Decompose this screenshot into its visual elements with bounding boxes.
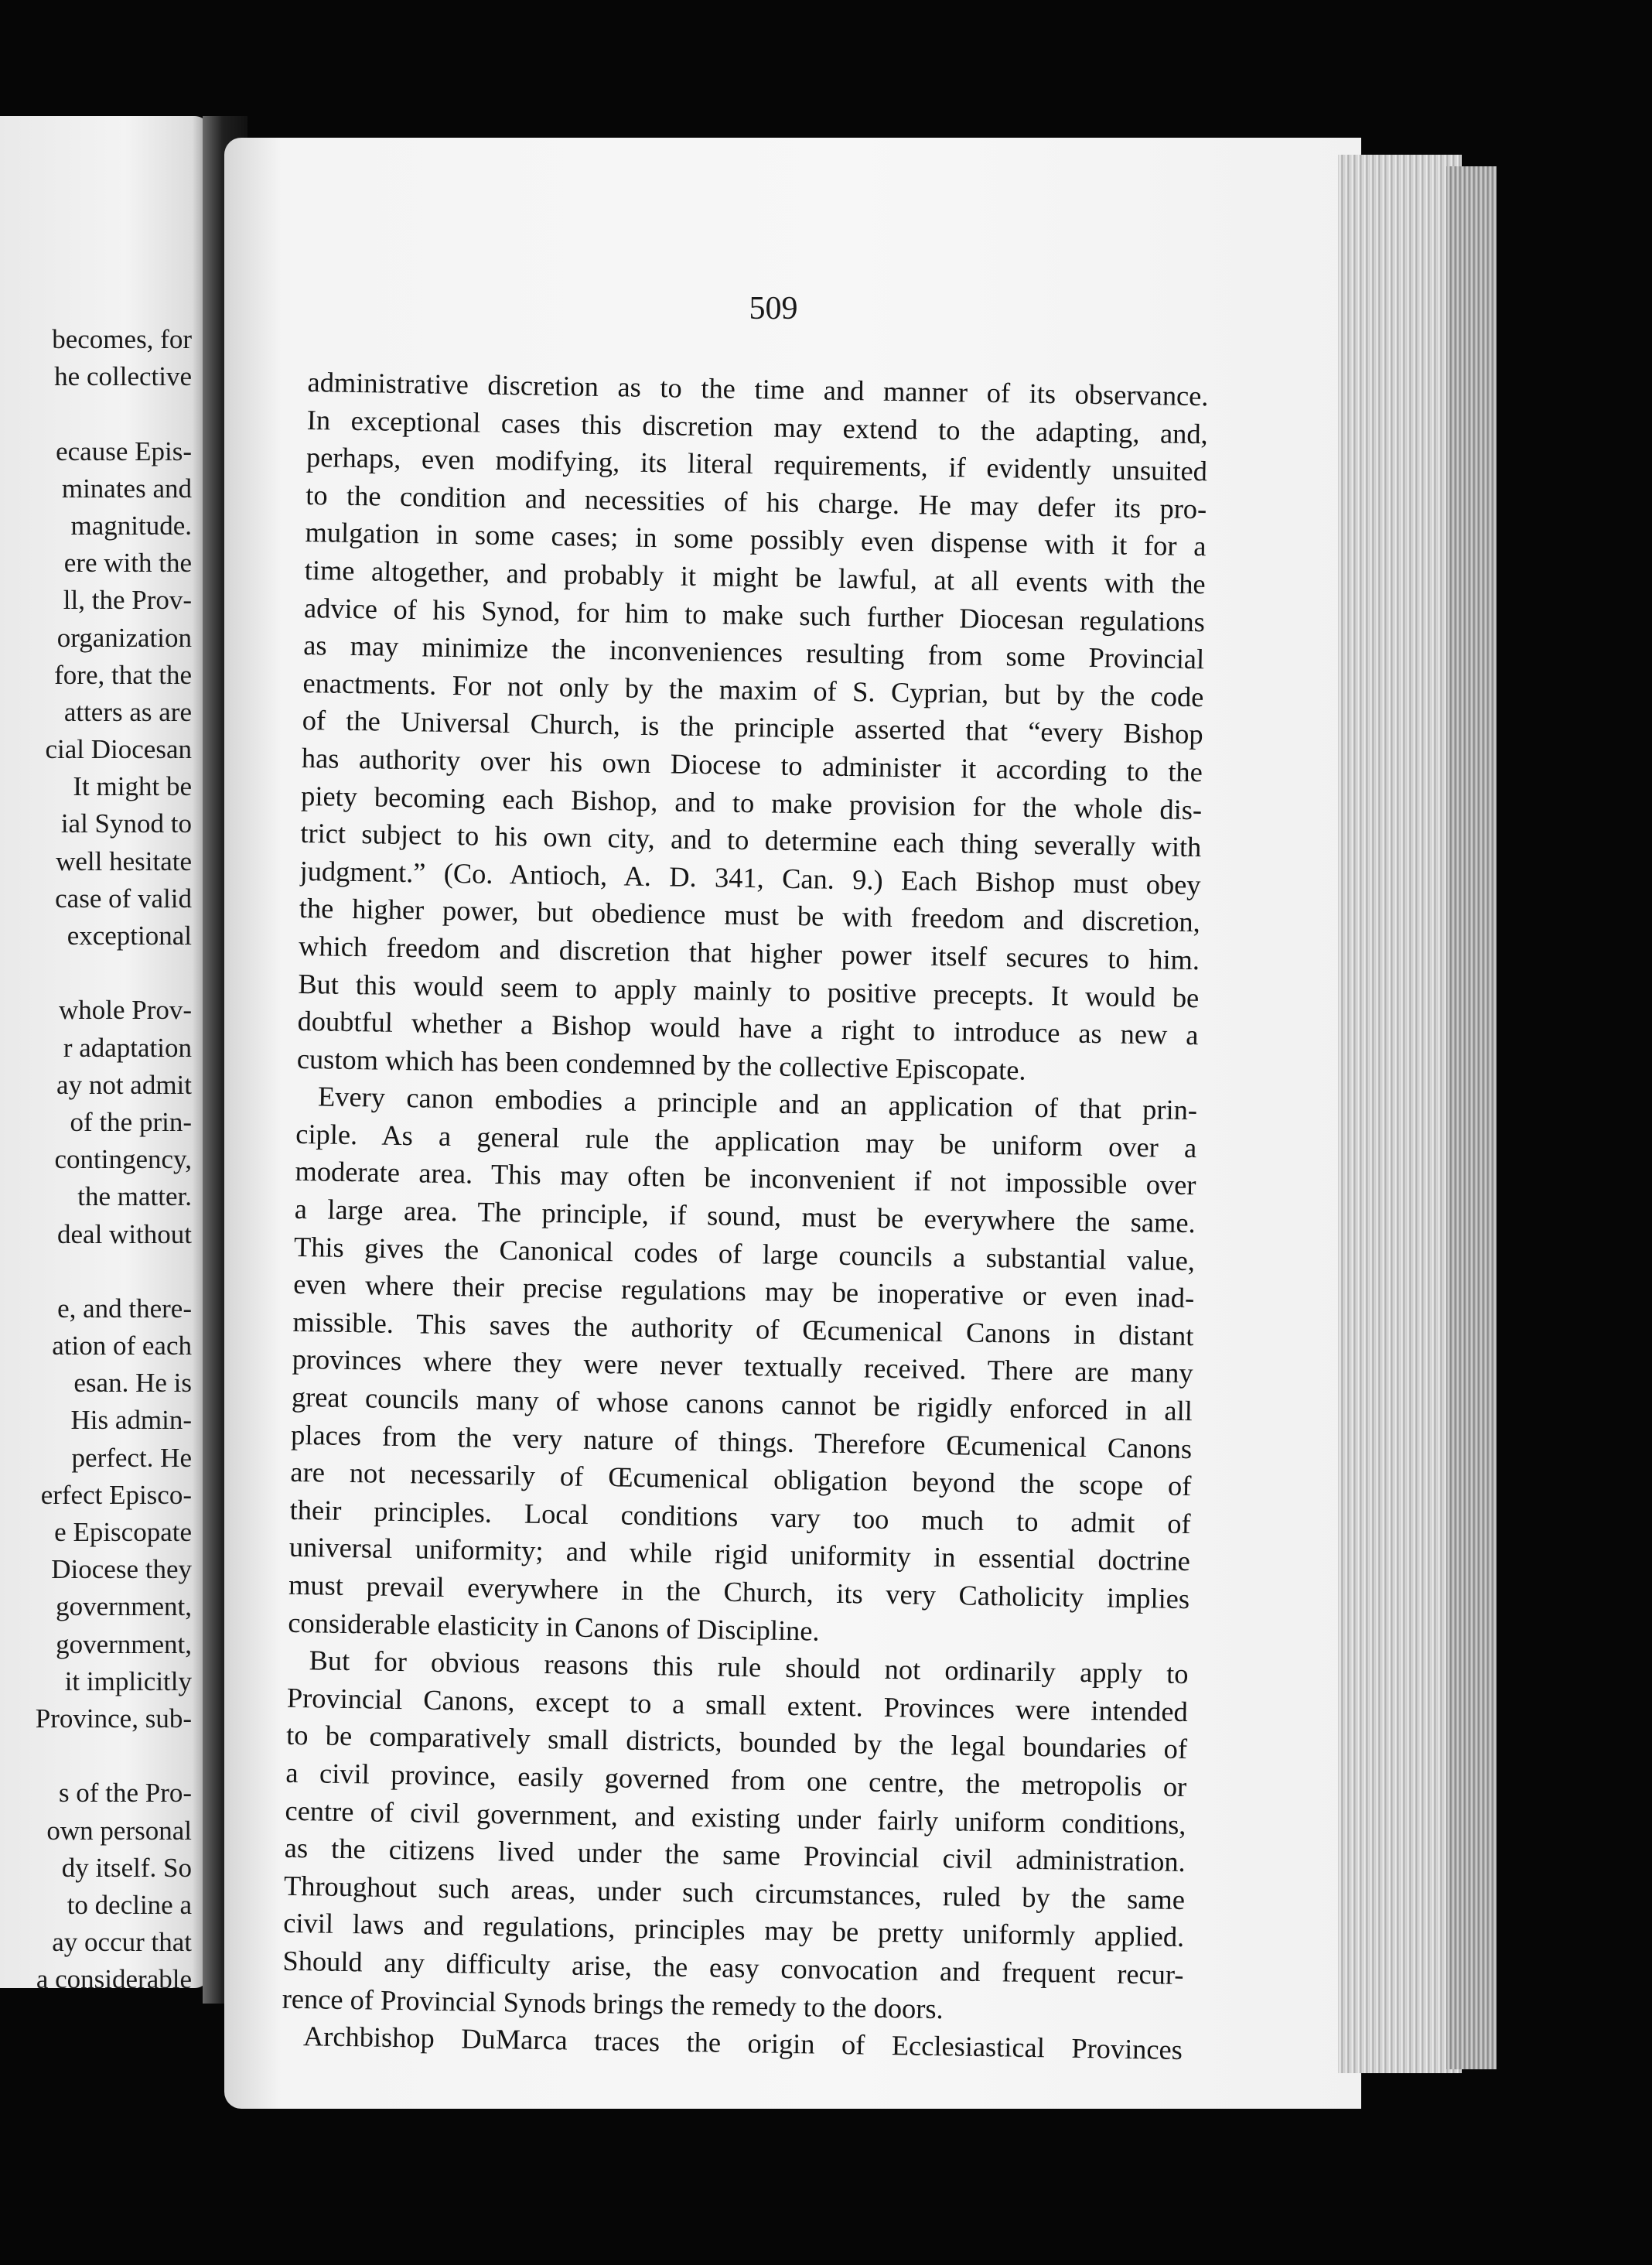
- facing-page-line: r adaptation: [63, 1032, 192, 1063]
- text-line: This gives the Canonical codes of large councils a substantial value,: [293, 1231, 1196, 1276]
- text-line: as the citizens lived under the same Provincial civil administration.: [284, 1832, 1186, 1878]
- text-line: custom which has been condemned by the collective Episcopate.: [296, 1043, 1026, 1086]
- text-line: their principles. Local conditions vary too much to admit of: [289, 1494, 1191, 1539]
- facing-page-line: well hesitate: [56, 846, 192, 876]
- text-line: But this would seem to apply mainly to positive precepts. It would be: [298, 968, 1200, 1013]
- facing-page-line: It might be: [73, 771, 192, 802]
- text-line: a large area. The principle, if sound, must be everywhere the same.: [294, 1193, 1196, 1239]
- facing-page-line: esan. He is: [73, 1368, 192, 1399]
- text-line: advice of his Synod, for him to make such further Diocesan regulations: [303, 592, 1206, 637]
- facing-page-line: [0, 955, 192, 992]
- facing-page-line: [0, 1737, 192, 1775]
- body-text: [282, 364, 1209, 2069]
- facing-page-line: His admin-: [70, 1405, 192, 1436]
- text-line: has authority over his own Diocese to administer it according to the: [301, 742, 1203, 788]
- facing-page-line: it implicitly: [64, 1665, 192, 1696]
- facing-page-line: deal without: [57, 1218, 192, 1249]
- facing-page-line: becomes, for: [52, 324, 192, 354]
- text-line: universal uniformity; and while rigid uniformity in essential doctrine: [288, 1532, 1191, 1577]
- facing-page-line: ation of each: [52, 1331, 192, 1361]
- facing-page-line: ay occur that: [52, 1927, 192, 1958]
- text-line: Every canon embodies a principle and an application of that prin-: [317, 1081, 1198, 1126]
- facing-page-line: Province, sub-: [35, 1703, 192, 1734]
- facing-page-line: ere with the: [63, 548, 192, 579]
- text-line: centre of civil government, and existing under fairly uniform conditions,: [285, 1795, 1186, 1840]
- text-line: administrative discretion as to the time and manner of its observance.: [307, 366, 1209, 412]
- facing-page-line: ecause Epis-: [56, 436, 192, 466]
- text-line: provinces where they were never textually received. There are many: [292, 1344, 1193, 1389]
- text-line: mulgation in some cases; in some possibly even dispense with it for a: [305, 517, 1207, 562]
- facing-page-line: organization: [56, 622, 192, 653]
- book-fore-edge: [1338, 155, 1462, 2073]
- text-line: Provincial Canons, except to a small extent. Provinces were intended: [286, 1682, 1189, 1727]
- text-line: enactments. For not only by the maxim of S. Cyprian, but by the code: [302, 667, 1204, 712]
- text-line: rence of Provincial Synods brings the remedy to the doors.: [282, 1983, 944, 2024]
- text-line: Throughout such areas, under such circumstances, ruled by the same: [283, 1870, 1186, 1915]
- facing-page-line: Diocese they: [51, 1554, 192, 1585]
- facing-page-line: s of the Pro-: [58, 1778, 192, 1809]
- text-line: are not necessarily of Œcumenical obligation beyond the scope of: [290, 1457, 1192, 1502]
- text-line: considerable elasticity in Canons of Discipline.: [288, 1607, 820, 1647]
- facing-page-line: government,: [56, 1628, 192, 1659]
- facing-page-line: whole Prov-: [58, 995, 192, 1026]
- text-line: doubtful whether a Bishop would have a right to introduce as new a: [297, 1005, 1199, 1051]
- text-line: judgment.” (Co. Antioch, A. D. 341, Can. 9.) Each Bishop must obey: [299, 855, 1201, 900]
- facing-page-line: e, and there-: [57, 1293, 192, 1324]
- text-line: must prevail everywhere in the Church, its very Catholicity implies: [288, 1569, 1190, 1615]
- facing-page-line: atters as are: [63, 696, 192, 727]
- text-line: In exceptional cases this discretion may extend to the adapting, and,: [306, 404, 1209, 449]
- page-number: 509: [749, 291, 798, 326]
- facing-page-line: erfect Episco-: [40, 1479, 192, 1510]
- facing-page-text: [0, 321, 192, 1988]
- text-line: time altogether, and probably it might be lawful, at all events with the: [304, 554, 1206, 600]
- text-line: But for obvious reasons this rule should not ordinarily apply to: [309, 1645, 1189, 1690]
- text-line: piety becoming each Bishop, and to make provision for the whole dis-: [300, 780, 1203, 825]
- facing-page-left: [0, 116, 209, 1988]
- facing-page-line: ial Synod to: [60, 808, 192, 839]
- facing-page-line: exceptional: [67, 921, 192, 951]
- facing-page-line: [0, 395, 192, 432]
- text-line: trict subject to his own city, and to determine each thing severally with: [300, 818, 1202, 863]
- text-line: the higher power, but obedience must be with freedom and discretion,: [299, 893, 1201, 938]
- facing-page-line: a considerable: [36, 1964, 192, 1988]
- text-line: of the Universal Church, is the principle asserted that “every Bishop: [302, 705, 1203, 750]
- text-line: civil laws and regulations, principles may be pretty uniformly applied.: [283, 1908, 1185, 1953]
- facing-page-line: ll, the Prov-: [63, 585, 192, 616]
- facing-page-line: the matter.: [77, 1181, 192, 1212]
- facing-page-line: dy itself. So: [61, 1852, 192, 1883]
- facing-page-line: he collective: [54, 361, 192, 392]
- facing-page-line: magnitude.: [70, 510, 192, 541]
- text-line: to be comparatively small districts, bounded by the legal boundaries of: [285, 1720, 1188, 1765]
- facing-page-line: case of valid: [55, 883, 192, 914]
- facing-page-line: cial Diocesan: [45, 734, 192, 765]
- facing-page-line: of the prin-: [70, 1106, 192, 1137]
- text-line: which freedom and discretion that higher power itself secures to him.: [298, 930, 1200, 976]
- text-line: Archbishop DuMarca traces the origin of Ecclesiastical Provinces: [302, 2021, 1183, 2066]
- text-line: moderate area. This may often be inconvenient if not impossible over: [295, 1156, 1196, 1201]
- facing-page-line: to decline a: [67, 1889, 192, 1920]
- text-line: ciple. As a general rule the application may be uniform over a: [295, 1118, 1197, 1164]
- text-line: as may minimize the inconveniences resulting from some Provincial: [302, 630, 1205, 675]
- text-line: Should any difficulty arise, the easy convocation and frequent recur-: [282, 1945, 1184, 1990]
- facing-page-line: [0, 1253, 192, 1290]
- facing-page-line: fore, that the: [54, 659, 192, 690]
- facing-page-line: ay not admit: [56, 1069, 192, 1100]
- text-line: missible. This saves the authority of Œcumenical Canons in distant: [292, 1306, 1194, 1351]
- facing-page-line: contingency,: [54, 1144, 192, 1175]
- facing-page-line: e Episcopate: [54, 1517, 192, 1547]
- text-line: to the condition and necessities of his charge. He may defer its pro-: [305, 479, 1207, 525]
- facing-page-line: minates and: [61, 473, 192, 504]
- book-fore-edge-shadow: [1446, 166, 1497, 2069]
- text-line: perhaps, even modifying, its literal requirements, if evidently unsuited: [305, 442, 1208, 487]
- facing-page-line: own personal: [46, 1815, 192, 1846]
- text-line: places from the very nature of things. Therefore Œcumenical Canons: [290, 1419, 1193, 1464]
- text-line: even where their precise regulations may be inoperative or even inad-: [292, 1269, 1195, 1314]
- text-line: a civil province, easily governed from one centre, the metropolis or: [285, 1757, 1187, 1803]
- facing-page-line: government,: [56, 1591, 192, 1622]
- facing-page-line: perfect. He: [71, 1442, 192, 1473]
- text-line: great councils many of whose canons cannot be rigidly enforced in all: [291, 1381, 1193, 1427]
